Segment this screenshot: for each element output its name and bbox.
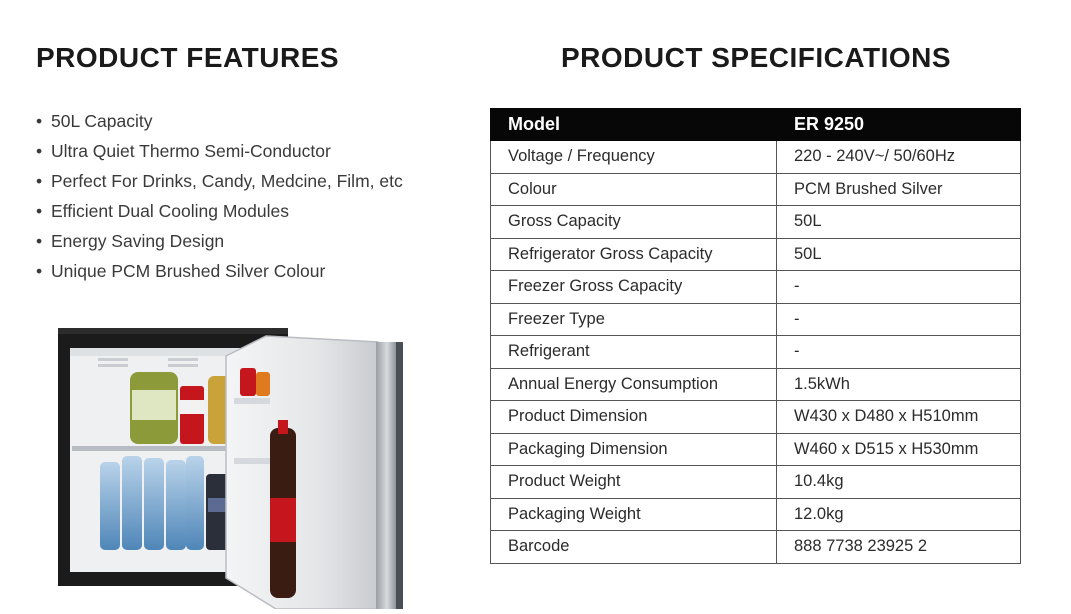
spec-value: 1.5kWh [777,368,1021,401]
feature-item [36,136,403,166]
spec-row [491,336,1021,369]
spec-header-value: ER 9250 [777,109,1021,141]
spec-value: - [777,271,1021,304]
feature-text: 50L Capacity [51,111,153,131]
spec-row [491,238,1021,271]
feature-text: Perfect For Drinks, Candy, Medcine, Film, etc [51,171,403,191]
spec-row [491,271,1021,304]
features-title: PRODUCT FEATURES [36,42,340,73]
spec-value: W430 x D480 x H510mm [777,401,1021,434]
feature-item [36,196,403,226]
feature-item [36,226,403,256]
spec-value: 50L [777,206,1021,239]
spec-row [491,498,1021,531]
spec-table [490,108,1021,564]
spec-row [491,303,1021,336]
spec-value: 220 - 240V~/ 50/60Hz [777,141,1021,174]
spec-header-label: Model [491,109,777,141]
feature-text: Ultra Quiet Thermo Semi-Conductor [51,141,331,161]
spec-row [491,466,1021,499]
spec-value: - [777,303,1021,336]
bullet-icon: • [36,171,43,191]
spec-label: Gross Capacity [491,206,777,239]
spec-row [491,206,1021,239]
spec-label: Packaging Dimension [491,433,777,466]
feature-text: Efficient Dual Cooling Modules [51,201,290,221]
spec-label: Colour [491,173,777,206]
spec-label: Annual Energy Consumption [491,368,777,401]
spec-header-row [491,109,1021,141]
bullet-icon: • [36,141,43,161]
spec-label: Voltage / Frequency [491,141,777,174]
bullet-icon: • [36,231,43,251]
features-list [36,106,403,286]
feature-text: Energy Saving Design [51,231,225,251]
spec-label: Freezer Gross Capacity [491,271,777,304]
spec-value: PCM Brushed Silver [777,173,1021,206]
spec-row [491,368,1021,401]
spec-label: Refrigerant [491,336,777,369]
spec-label: Freezer Type [491,303,777,336]
spec-label: Barcode [491,531,777,564]
spec-label: Product Weight [491,466,777,499]
spec-row [491,401,1021,434]
spec-row [491,173,1021,206]
feature-text: Unique PCM Brushed Silver Colour [51,261,326,281]
bullet-icon: • [36,111,43,131]
spec-label: Refrigerator Gross Capacity [491,238,777,271]
spec-value: W460 x D515 x H530mm [777,433,1021,466]
spec-value: 10.4kg [777,466,1021,499]
spec-row [491,433,1021,466]
feature-item [36,106,403,136]
bullet-icon: • [36,201,43,221]
spec-value: 888 7738 23925 2 [777,531,1021,564]
spec-value: - [777,336,1021,369]
spec-value: 12.0kg [777,498,1021,531]
spec-label: Product Dimension [491,401,777,434]
spec-value: 50L [777,238,1021,271]
spec-row [491,531,1021,564]
specs-title: PRODUCT SPECIFICATIONS [561,42,952,73]
feature-item [36,256,403,286]
feature-item [36,166,403,196]
spec-row [491,141,1021,174]
spec-label: Packaging Weight [491,498,777,531]
mini-fridge-photo [58,328,403,609]
bullet-icon: • [36,261,43,281]
